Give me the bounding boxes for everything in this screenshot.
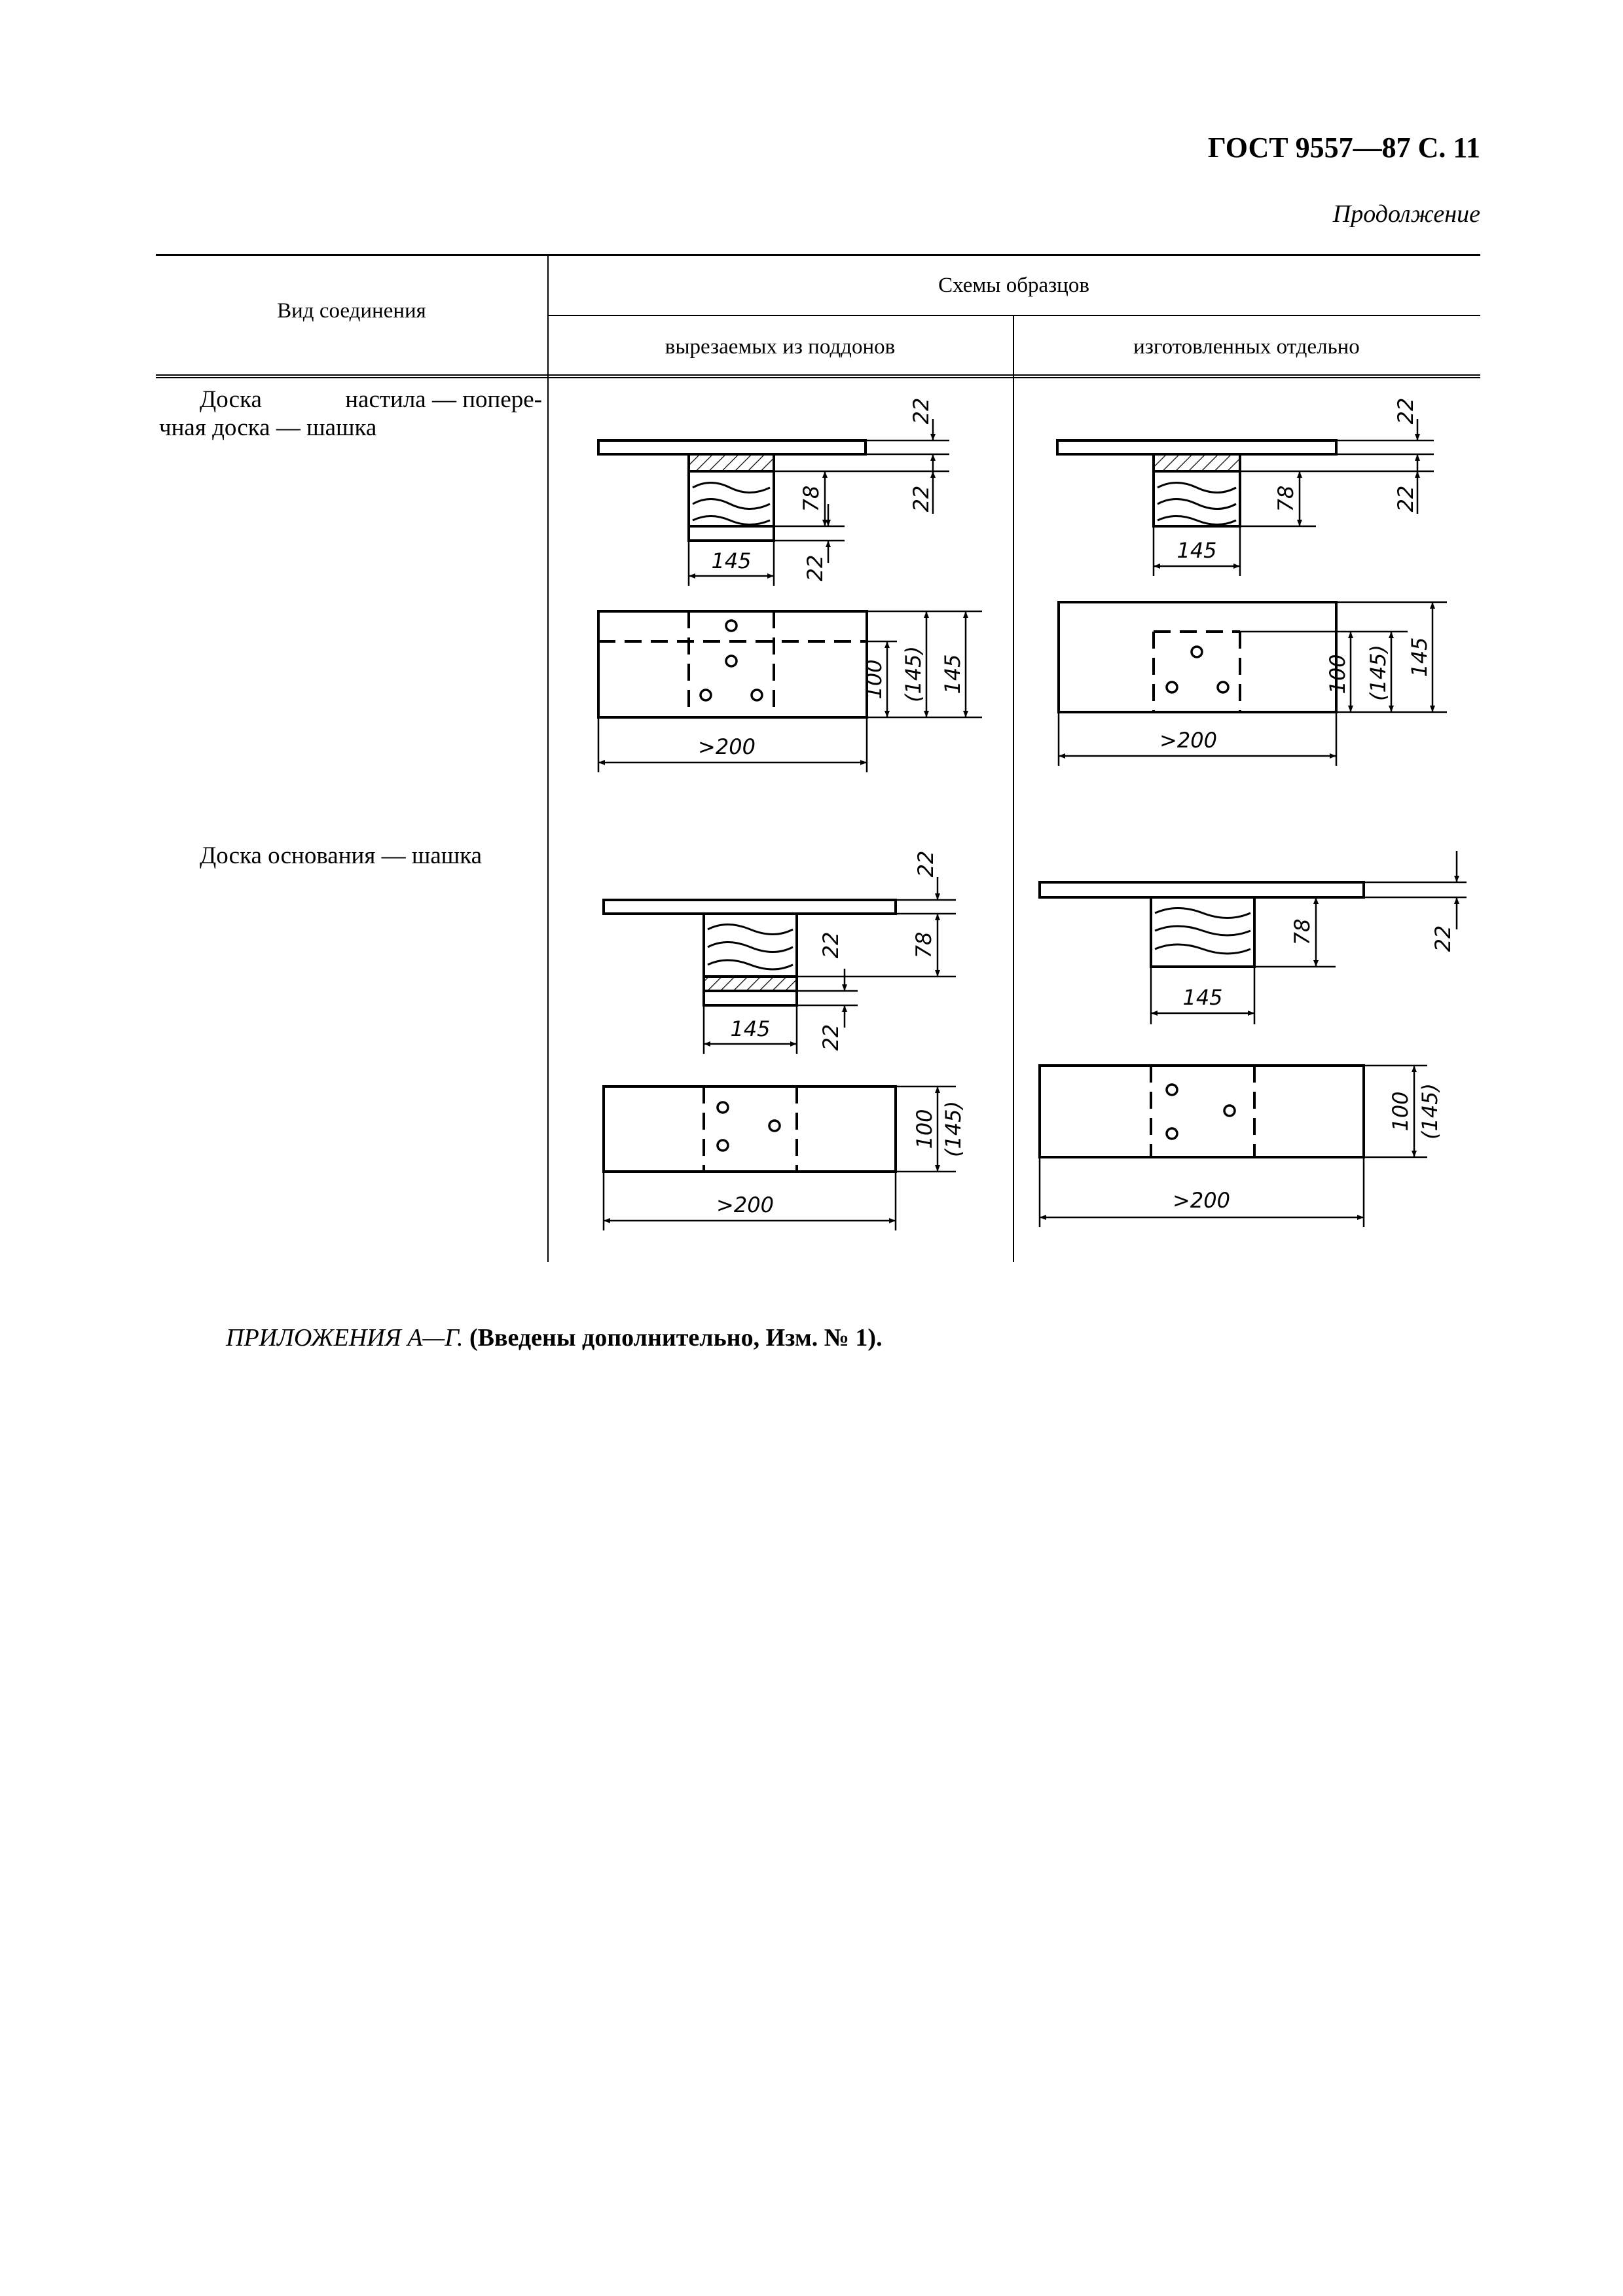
dim-145-label: 145 (1182, 985, 1223, 1010)
drawing-deck-separate-side (1057, 440, 1336, 526)
dim-22-label: 22 (818, 931, 843, 959)
dim-78-label: 78 (1290, 918, 1315, 946)
appendix-note (226, 1323, 883, 1352)
dim-145-label: 145 (730, 1016, 771, 1041)
header-cut-from-pallets: вырезаемых из поддонов (665, 335, 896, 359)
dim-200-label: >200 (1173, 1188, 1230, 1213)
row-label-base-board: Доска основания — шашка (200, 842, 483, 869)
dim-22-label: 22 (909, 397, 934, 425)
drawing-base-separate-plan (1040, 1066, 1364, 1157)
dim-145p-label: (145) (1417, 1083, 1442, 1140)
drawing-deck-separate-plan (1059, 602, 1336, 712)
dim-145p-label: (145) (941, 1100, 966, 1158)
drawing-deck-cut-plan (598, 611, 867, 717)
dim-22-label: 22 (1431, 925, 1455, 952)
dim-145p-label: (145) (1366, 644, 1391, 702)
header-sample-schemes: Схемы образцов (938, 274, 1089, 297)
page-title: ГОСТ 9557—87 С. 11 (1207, 132, 1480, 164)
appendix-note-italic: ПРИЛОЖЕНИЯ А—Г. (226, 1324, 464, 1352)
dim-145-label: 145 (711, 548, 752, 573)
row-label-deck-line1-left: Доска (200, 386, 262, 413)
drawing-base-cut-side (604, 900, 896, 1005)
dim-200-label: >200 (716, 1193, 774, 1217)
dim-22-label: 22 (909, 485, 934, 512)
dim-145-label: 145 (1407, 637, 1432, 677)
dim-22-label: 22 (818, 1024, 843, 1051)
dims-base-separate-plan (1040, 1066, 1427, 1227)
dim-78-label: 78 (911, 931, 936, 959)
drawing-base-cut-plan (604, 1086, 896, 1172)
dim-145-label: 145 (940, 654, 965, 694)
row-label-deck-line1-right: настила — попере- (345, 386, 542, 413)
dim-22-label: 22 (1393, 397, 1418, 425)
dim-200-label: >200 (1159, 728, 1217, 753)
dim-22-label: 22 (803, 554, 828, 582)
dim-100-label: 100 (912, 1109, 937, 1149)
row-label-deck-line2: чная доска — шашка (159, 414, 377, 441)
dim-78-label: 78 (799, 485, 824, 512)
continuation-label: Продолжение (1332, 200, 1480, 228)
dims-base-cut-plan (604, 1086, 956, 1230)
dim-78-label: 78 (1273, 485, 1298, 512)
dim-labels (698, 398, 1455, 1217)
dim-100-label: 100 (1325, 654, 1350, 694)
dim-22-label: 22 (913, 850, 938, 878)
dim-100-label: 100 (862, 659, 886, 700)
dim-145-label: 145 (1176, 538, 1217, 563)
dim-145p-label: (145) (901, 645, 926, 703)
dim-100-label: 100 (1388, 1091, 1413, 1132)
dim-22-label: 22 (1393, 485, 1418, 512)
appendix-note-bold: (Введены дополнительно, Изм. № 1). (469, 1324, 883, 1352)
header-connection-type: Вид соединения (277, 299, 426, 323)
header-made-separately: изготовленных отдельно (1133, 335, 1360, 359)
dim-200-label: >200 (698, 734, 756, 759)
